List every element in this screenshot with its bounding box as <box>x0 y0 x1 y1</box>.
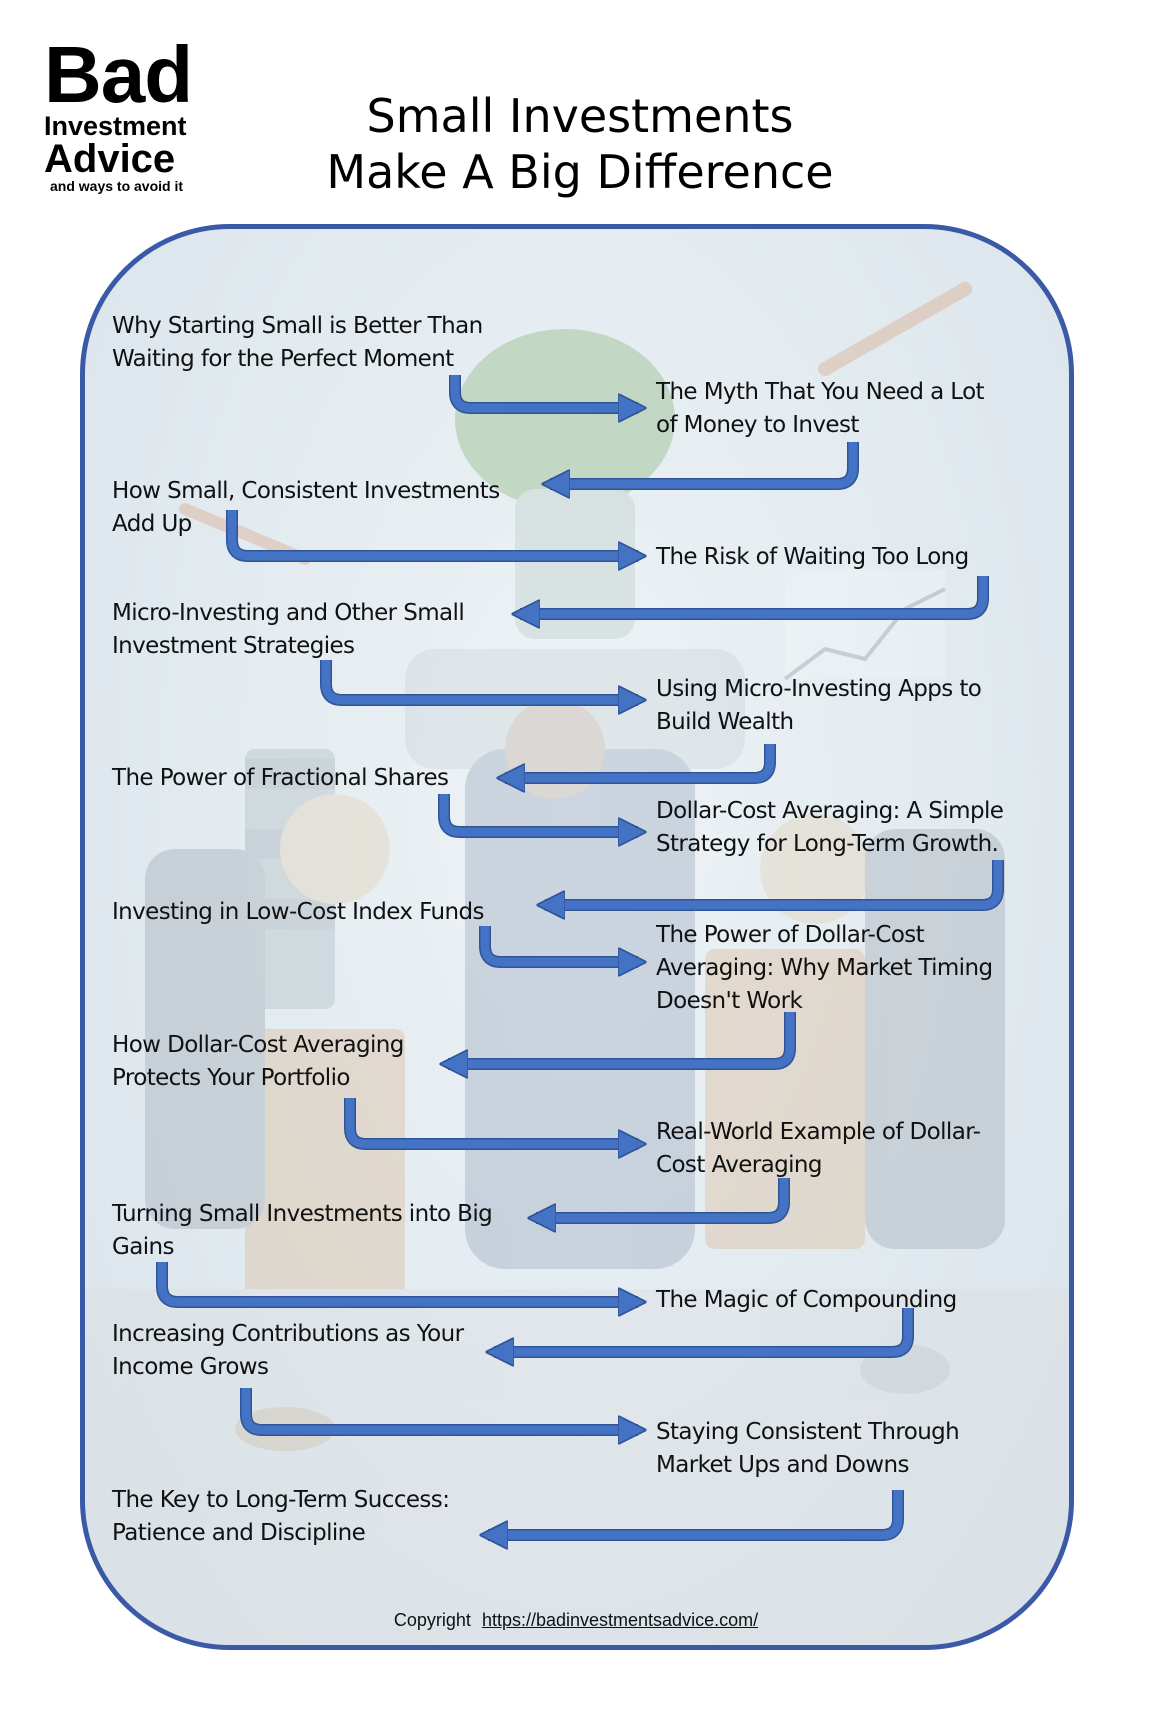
flow-step-1 <box>112 310 483 376</box>
flow-step-line: Patience and Discipline <box>112 1520 366 1546</box>
flow-step-line: Turning Small Investments into Big <box>112 1201 493 1227</box>
flow-step-line: The Magic of Compounding <box>656 1287 957 1313</box>
flow-step-6 <box>656 673 981 739</box>
flow-step-line: Investment Strategies <box>112 633 355 659</box>
flow-step-2 <box>656 376 984 442</box>
flow-arrow-10 <box>448 1012 790 1064</box>
flow-arrow-outline <box>455 375 638 408</box>
flow-arrow-outline <box>488 1490 898 1535</box>
flow-step-line: Doesn't Work <box>656 988 803 1014</box>
flow-arrow-outline <box>536 1178 784 1218</box>
logo-line-bad: Bad <box>44 30 193 119</box>
flow-step-line: of Money to Invest <box>656 412 859 438</box>
flow-step-17 <box>112 1484 449 1550</box>
flow-step-16 <box>656 1416 959 1482</box>
footer <box>0 1610 1152 1631</box>
logo-tagline: and ways to avoid it <box>50 178 184 194</box>
flow-step-line: Market Ups and Downs <box>656 1452 909 1478</box>
flow-arrow-outline <box>448 1012 790 1064</box>
flow-step-line: Micro-Investing and Other Small <box>112 600 465 626</box>
flow-step-line: Real-World Example of Dollar- <box>656 1119 981 1145</box>
flow-arrow-8 <box>545 860 998 905</box>
flow-step-line: Cost Averaging <box>656 1152 822 1178</box>
flow-step-line: The Risk of Waiting Too Long <box>656 544 969 570</box>
flow-step-12 <box>656 1116 980 1182</box>
flow-arrow-outline <box>520 576 983 614</box>
flow-step-line: Build Wealth <box>656 709 794 735</box>
flow-step-line: Staying Consistent Through <box>656 1419 960 1445</box>
flow-step-line: Dollar-Cost Averaging: A Simple <box>656 798 1004 824</box>
flow-step-line: The Power of Dollar-Cost <box>656 922 925 948</box>
flow-step-line: Averaging: Why Market Timing <box>656 955 993 981</box>
flow-step-4 <box>656 541 969 574</box>
flow-arrow-outline <box>545 860 998 905</box>
logo-line-investment: Investment <box>44 111 187 141</box>
flow-step-15 <box>112 1318 463 1384</box>
flow-arrow-outline <box>550 442 853 484</box>
title-line-2: Make A Big Difference <box>326 145 834 199</box>
flow-step-line: The Key to Long-Term Success: <box>112 1487 450 1513</box>
flow-step-line: Using Micro-Investing Apps to <box>656 676 982 702</box>
flow-arrow-15 <box>246 1388 638 1430</box>
flow-step-9 <box>112 896 484 929</box>
flow-step-5 <box>112 597 464 663</box>
flow-step-11 <box>112 1029 404 1095</box>
site-link[interactable]: https://badinvestmentsadvice.com/ <box>481 1610 759 1630</box>
flow-arrow-2 <box>550 442 853 484</box>
logo-line-advice: Advice <box>44 137 176 181</box>
flow-step-line: Why Starting Small is Better Than <box>112 313 483 339</box>
flow-arrow-outline <box>505 744 770 778</box>
flow-step-8 <box>656 795 1003 861</box>
flow-step-13 <box>112 1198 492 1264</box>
flow-step-line: Investing in Low-Cost Index Funds <box>112 899 484 925</box>
flow-step-line: Protects Your Portfolio <box>112 1065 350 1091</box>
flow-arrow-outline <box>444 794 638 832</box>
flow-arrow-outline <box>162 1262 638 1302</box>
flow-step-line: Gains <box>112 1234 174 1260</box>
flow-step-line: Waiting for the Perfect Moment <box>112 346 454 372</box>
flow-step-10 <box>656 919 992 1018</box>
flow-step-line: The Myth That You Need a Lot <box>656 379 984 405</box>
flow-step-line: How Dollar-Cost Averaging <box>112 1032 404 1058</box>
flow-step-line: Income Grows <box>112 1354 269 1380</box>
flow-arrow-16 <box>488 1490 898 1535</box>
flow-arrow-11 <box>350 1098 638 1144</box>
flow-arrow-outline <box>246 1388 638 1430</box>
flow-step-line: How Small, Consistent Investments <box>112 478 500 504</box>
flow-step-line: Add Up <box>112 511 192 537</box>
flow-step-7 <box>112 762 448 795</box>
flow-step-line: The Power of Fractional Shares <box>112 765 449 791</box>
flow-arrow-outline <box>326 660 638 700</box>
title-line-1: Small Investments <box>366 89 794 143</box>
flow-step-3 <box>112 475 500 541</box>
flow-arrow-outline <box>485 926 638 962</box>
flow-arrow-outline <box>350 1098 638 1144</box>
flow-step-line: Strategy for Long-Term Growth. <box>656 831 999 857</box>
flow-step-line: Increasing Contributions as Your <box>112 1321 464 1347</box>
copyright-label: Copyright <box>393 1610 471 1630</box>
flow-step-14 <box>656 1284 957 1317</box>
